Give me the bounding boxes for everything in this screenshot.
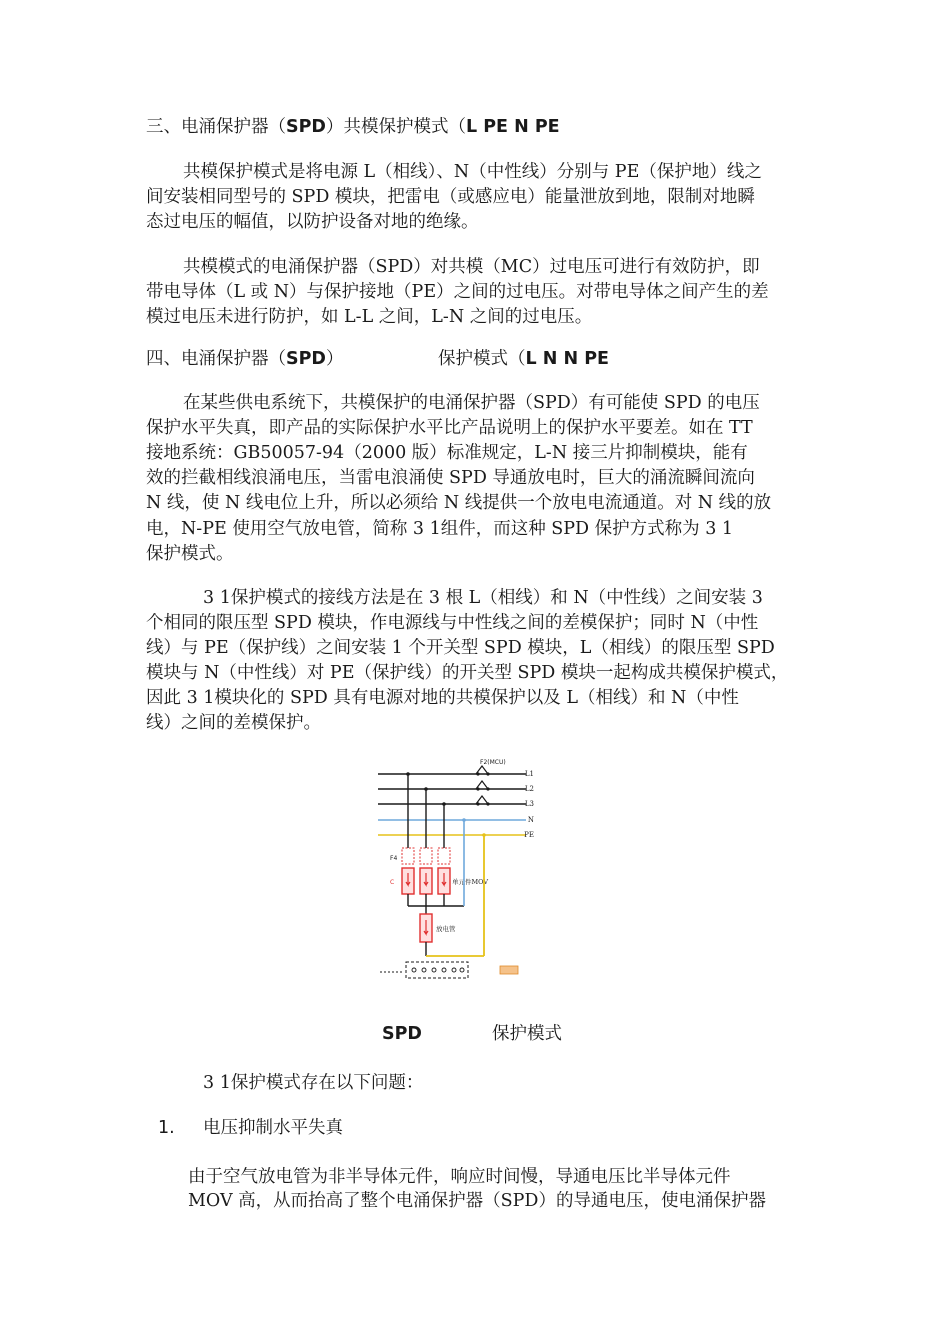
section-heading-4-tail bbox=[438, 346, 609, 372]
heading-4-prefix: 四、电涌保护器（ bbox=[146, 349, 286, 369]
para2-line: 模过电压未进行防护，如 L-L 之间，L-N 之间的过电压。 bbox=[146, 307, 593, 327]
c-label: C bbox=[390, 879, 395, 886]
heading-3-bold-mode: L PE N PE bbox=[465, 117, 560, 137]
para5-line: 3 1保护模式存在以下问题： bbox=[203, 1073, 424, 1093]
para4-line: 线）与 PE（保护线）之间安装 1 个开关型 SPD 模块，L（相线）的限压型 SPD bbox=[146, 638, 775, 658]
heading-3-middle: ）共模保护模式（ bbox=[325, 117, 466, 137]
spd-wiring-diagram bbox=[378, 756, 534, 984]
mov-modules bbox=[402, 868, 450, 894]
pe-label: PE bbox=[524, 831, 534, 839]
section-heading-3 bbox=[146, 114, 560, 140]
para4-line: 个相同的限压型 SPD 模块，作电源线与中性线之间的差模保护；同时 N（中性 bbox=[146, 613, 759, 633]
f2-label: F2(MCU) bbox=[480, 759, 506, 766]
n-label: N bbox=[527, 816, 534, 824]
mov-label: 单元件MOV bbox=[452, 878, 489, 886]
heading-4-bold-spd: SPD bbox=[286, 349, 326, 369]
para1-line: 共模保护模式是将电源 L（相线）、N（中性线）分别与 PE（保护地）线之 bbox=[183, 162, 762, 182]
para4-line: 因此 3 1模块化的 SPD 具有电源对地的共模保护以及 L（相线）和 N（中性 bbox=[146, 688, 739, 708]
para6-line: MOV 高，从而抬高了整个电涌保护器（SPD）的导通电压，使电涌保护器 bbox=[188, 1191, 766, 1211]
f2-fuses bbox=[476, 766, 490, 806]
para3-line: 接地系统：GB50057-94（2000 版）标准规定，L-N 接三片抑制模块，能有 bbox=[146, 443, 748, 463]
heading-4-bold-mode: L N N PE bbox=[525, 349, 610, 369]
para4-line: 3 1保护模式的接线方法是在 3 根 L（相线）和 N（中性线）之间安装 3 bbox=[203, 588, 763, 608]
para2-line: 带电导体（L 或 N）与保护接地（PE）之间的过电压。对带电导体之间产生的差 bbox=[146, 282, 769, 302]
para3-line: 电，N-PE 使用空气放电管，简称 3 1组件，而这种 SPD 保护方式称为 3 1 bbox=[146, 519, 734, 539]
l3-label: L3 bbox=[524, 800, 534, 808]
list-number: 1. bbox=[158, 1118, 175, 1138]
heading-4-middle: ） bbox=[325, 349, 344, 369]
para2-line: 共模模式的电涌保护器（SPD）对共模（MC）过电压可进行有效防护，即 bbox=[183, 257, 760, 277]
terminal-block bbox=[380, 962, 518, 978]
para3-line: 保护模式。 bbox=[146, 544, 234, 564]
heading-4-gap-text: 保护模式（ bbox=[438, 349, 526, 369]
para1-line: 间安装相同型号的 SPD 模块，把雷电（或感应电）能量泄放到地，限制对地瞬 bbox=[146, 187, 755, 207]
section-heading-4 bbox=[146, 346, 343, 372]
para1-line: 态过电压的幅值，以防护设备对地的绝缘。 bbox=[146, 212, 479, 232]
tube-label: 放电管 bbox=[436, 925, 456, 933]
heading-3-bold-spd: SPD bbox=[286, 117, 326, 137]
heading-3-prefix: 三、电涌保护器（ bbox=[146, 117, 286, 137]
list-item-text: 电压抑制水平失真 bbox=[203, 1118, 343, 1138]
para3-line: N 线，使 N 线电位上升，所以必须给 N 线提供一个放电电流通道。对 N 线的放 bbox=[146, 493, 772, 513]
l1-label: L1 bbox=[524, 770, 534, 778]
para3-line: 保护水平失真，即产品的实际保护水平比产品说明上的保护水平要差。如在 TT bbox=[146, 418, 753, 438]
para3-line: 效的拦截相线浪涌电压，当雷电浪涌使 SPD 导通放电时，巨大的涌流瞬间流向 bbox=[146, 468, 755, 488]
f4-label: F4 bbox=[390, 855, 398, 862]
para3-line: 在某些供电系统下，共模保护的电涌保护器（SPD）有可能使 SPD 的电压 bbox=[183, 393, 760, 413]
figure-caption-text: 保护模式 bbox=[492, 1024, 562, 1044]
l2-label: L2 bbox=[524, 785, 534, 793]
para4-line: 线）之间的差模保护。 bbox=[146, 713, 321, 733]
figure-caption-bold: SPD bbox=[382, 1024, 422, 1044]
para4-line: 模块与 N（中性线）对 PE（保护线）的开关型 SPD 模块一起构成共模保护模式， bbox=[146, 663, 789, 683]
para6-line: 由于空气放电管为非半导体元件，响应时间慢，导通电压比半导体元件 bbox=[188, 1167, 731, 1187]
